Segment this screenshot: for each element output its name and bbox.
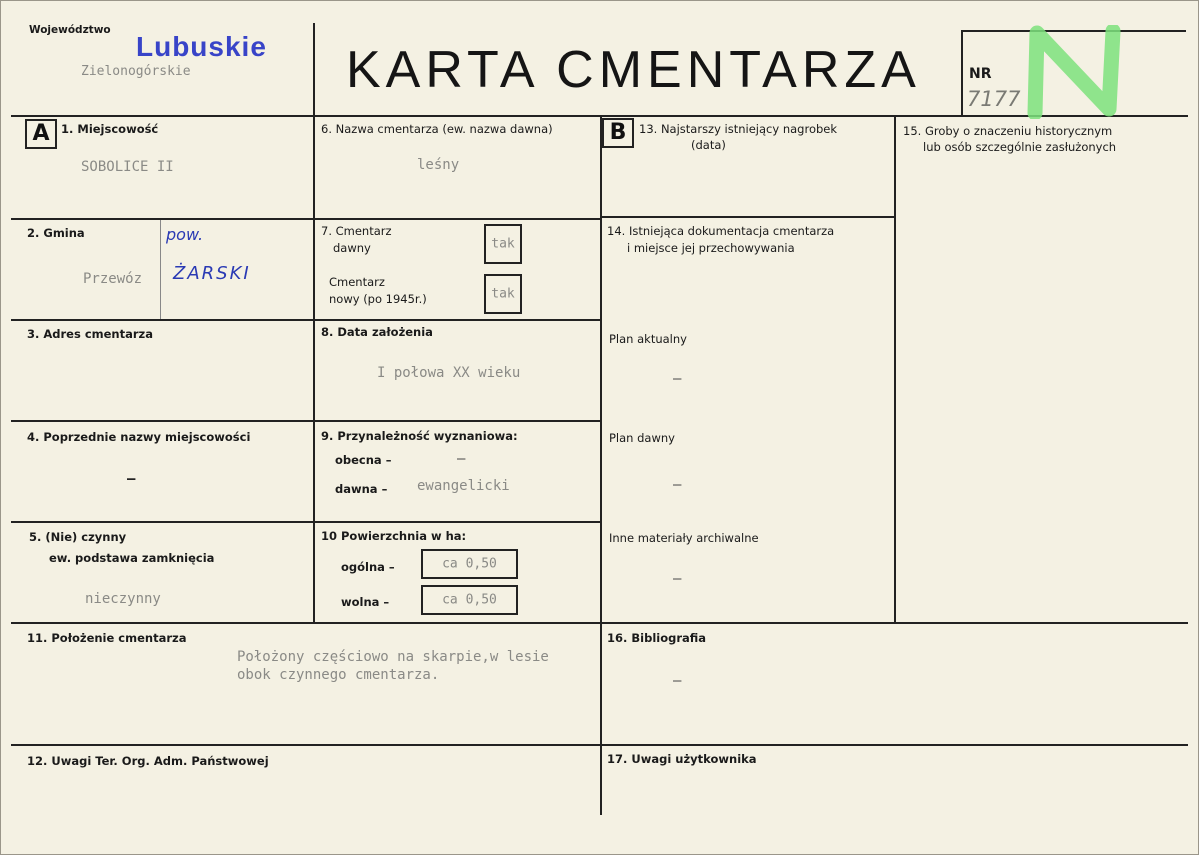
field-1-value: SOBOLICE II [81, 159, 174, 175]
field-7-label-new-2: nowy (po 1945r.) [329, 292, 427, 306]
powiat-label: pow. [166, 225, 204, 244]
field-2-label: 2. Gmina [27, 226, 85, 240]
field-7-label-new-1: Cmentarz [329, 275, 385, 289]
gmina-divider [160, 220, 161, 319]
field-1-label: 1. Miejscowość [61, 122, 159, 136]
field-17-label: 17. Uwagi użytkownika [607, 752, 757, 766]
wojewodztwo-typed: Zielonogórskie [81, 64, 191, 79]
field-7-label-old-1: 7. Cmentarz [321, 224, 392, 238]
field-16-value: – [673, 673, 682, 689]
field-4-label: 4. Poprzednie nazwy miejscowości [27, 430, 251, 444]
field-16-label: 16. Bibliografia [607, 631, 707, 645]
field-6-label: 6. Nazwa cmentarza (ew. nazwa dawna) [321, 122, 553, 136]
field-9-label: 9. Przynależność wyznaniowa: [321, 429, 518, 443]
grid-line [600, 115, 602, 815]
field-10-total-label: ogólna – [341, 560, 395, 574]
field-15-label-1: 15. Groby o znaczeniu historycznym [903, 124, 1113, 138]
header-divider [313, 23, 315, 117]
field-10-label: 10 Powierzchnia w ha: [321, 529, 467, 543]
plan-current-value: – [673, 371, 682, 387]
field-9-current-value: – [457, 451, 466, 467]
plan-old-value: – [673, 477, 682, 493]
field-3-label: 3. Adres cmentarza [27, 327, 153, 341]
field-8-value: I połowa XX wieku [377, 365, 521, 381]
section-a-letter: A [25, 119, 57, 149]
field-10-free-label: wolna – [341, 595, 390, 609]
grid-line [11, 319, 601, 321]
field-12-label: 12. Uwagi Ter. Org. Adm. Państwowej [27, 754, 269, 768]
other-materials-label: Inne materiały archiwalne [609, 531, 759, 545]
field-9-former-label: dawna – [335, 482, 388, 496]
grid-line [11, 521, 601, 523]
grid-line [894, 115, 896, 624]
grid-line [313, 115, 315, 624]
field-10-free-box: ca 0,50 [421, 585, 518, 615]
nr-label: NR [969, 66, 992, 82]
powiat-value: ŻARSKI [173, 263, 251, 284]
green-marker-letter [1021, 25, 1131, 119]
nr-box-left [961, 30, 963, 117]
field-9-former-value: ewangelicki [417, 478, 510, 494]
plan-old-label: Plan dawny [609, 431, 675, 445]
plan-current-label: Plan aktualny [609, 332, 687, 346]
field-4-value: – [127, 471, 136, 487]
nr-value: 7177 [967, 87, 1021, 111]
field-9-current-label: obecna – [335, 453, 392, 467]
field-13-sublabel: (data) [691, 138, 726, 152]
field-13-label: 13. Najstarszy istniejący nagrobek [639, 122, 838, 136]
field-5-value: nieczynny [85, 591, 161, 607]
field-6-value: leśny [417, 157, 460, 173]
grid-line [11, 420, 601, 422]
field-11-line-2: obok czynnego cmentarza. [237, 667, 440, 683]
field-10-total-box: ca 0,50 [421, 549, 518, 579]
field-7-label-old-2: dawny [333, 241, 371, 255]
card-title: KARTA CMENTARZA [346, 41, 921, 99]
field-11-line-1: Położony częściowo na skarpie,w lesie [237, 649, 549, 665]
grid-line [11, 218, 601, 220]
wojewodztwo-label: Województwo [29, 24, 111, 36]
other-materials-value: – [673, 571, 682, 587]
field-15-label-2: lub osób szczególnie zasłużonych [923, 140, 1117, 154]
field-5-label: 5. (Nie) czynny [29, 530, 127, 544]
field-8-label: 8. Data założenia [321, 325, 433, 339]
section-b-letter: B [602, 118, 634, 148]
field-5-sublabel: ew. podstawa zamknięcia [49, 551, 215, 565]
grid-line [601, 216, 895, 218]
wojewodztwo-stamp: Lubuskie [136, 31, 267, 62]
field-14-label-2: i miejsce jej przechowywania [627, 241, 795, 255]
field-7-new-checkbox: tak [484, 274, 522, 314]
field-7-old-checkbox: tak [484, 224, 522, 264]
field-11-label: 11. Położenie cmentarza [27, 631, 187, 645]
field-14-label-1: 14. Istniejąca dokumentacja cmentarza [607, 224, 835, 238]
field-2-value: Przewóz [83, 271, 143, 287]
